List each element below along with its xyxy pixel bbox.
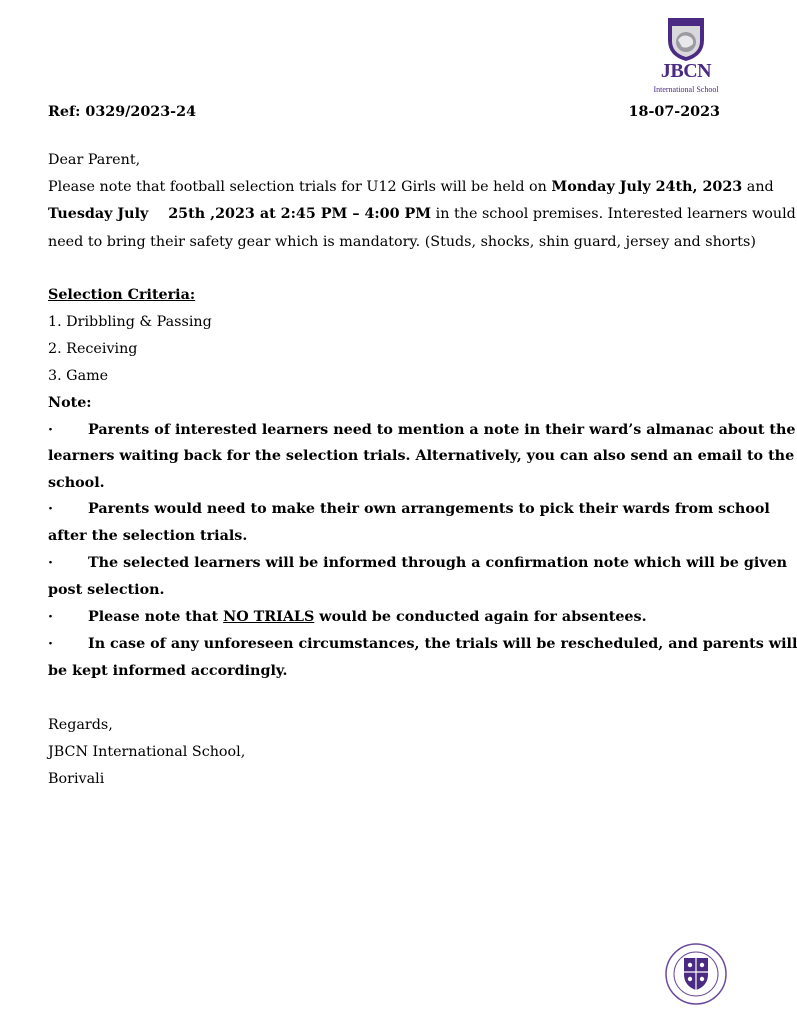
note-text: The selected learners will be informed through a confirmation note which will be given: [88, 555, 788, 571]
bullet: ·: [48, 422, 53, 438]
logo-subtitle: International School: [653, 85, 719, 94]
note-text: Please note that: [88, 609, 224, 625]
note-text: would be conducted again for absentees.: [314, 609, 647, 625]
note-5-line-2: be kept informed accordingly.: [48, 663, 288, 679]
paragraph-line-1: [48, 177, 774, 197]
note-3-line-2: post selection.: [48, 582, 165, 598]
criteria-item: 3. Game: [48, 368, 109, 384]
note-text: In case of any unforeseen circumstances, the trials will be rescheduled, and parents will: [88, 636, 797, 652]
note-4: [48, 607, 647, 627]
salutation: Dear Parent,: [48, 152, 141, 168]
paragraph-text: in the school premises. Interested learners would: [431, 206, 796, 222]
bullet: ·: [48, 555, 53, 571]
school-logo: [636, 16, 736, 100]
paragraph-line-2: [48, 204, 796, 224]
note-5-line-1: [48, 634, 797, 654]
trial-date-1: Monday July 24th, 2023: [551, 179, 743, 195]
trial-date-2: Tuesday July 25th ,2023 at 2:45 PM – 4:00 PM: [48, 206, 432, 222]
note-2-line-1: [48, 499, 770, 519]
note-text: Parents of interested learners need to mention a note in their ward’s almanac about the: [88, 422, 796, 438]
seal-icon: [660, 942, 732, 1006]
note-1-line-2: learners waiting back for the selection trials. Alternatively, you can also send an email to the: [48, 448, 795, 464]
safety-seal: [660, 942, 732, 1006]
no-trials-emphasis: NO TRIALS: [223, 609, 315, 625]
crest-icon: [636, 16, 736, 62]
note-1-line-3: school.: [48, 475, 105, 491]
note-text: Parents would need to make their own arrangements to pick their wards from school: [88, 501, 770, 517]
note-label: Note:: [48, 395, 92, 411]
note-2-line-2: after the selection trials.: [48, 528, 248, 544]
closing-city: Borivali: [48, 771, 105, 787]
note-1-line-1: [48, 420, 796, 440]
reference-number: Ref: 0329/2023-24: [48, 104, 197, 120]
paragraph-text: Please note that football selection trials for U12 Girls will be held on: [48, 179, 552, 195]
closing-school: JBCN International School,: [48, 744, 246, 760]
paragraph-text: and: [742, 179, 774, 195]
note-3-line-1: [48, 553, 787, 573]
criteria-heading: Selection Criteria:: [48, 287, 196, 303]
bullet: ·: [48, 609, 53, 625]
logo-name: JBCN: [660, 60, 712, 82]
bullet: ·: [48, 501, 53, 517]
closing-regards: Regards,: [48, 717, 113, 733]
paragraph-line-3: need to bring their safety gear which is mandatory. (Studs, shocks, shin guard, jersey and shorts): [48, 234, 756, 250]
letter-date: 18-07-2023: [628, 104, 720, 120]
criteria-item: 2. Receiving: [48, 341, 138, 357]
criteria-item: 1. Dribbling & Passing: [48, 314, 212, 330]
bullet: ·: [48, 636, 53, 652]
